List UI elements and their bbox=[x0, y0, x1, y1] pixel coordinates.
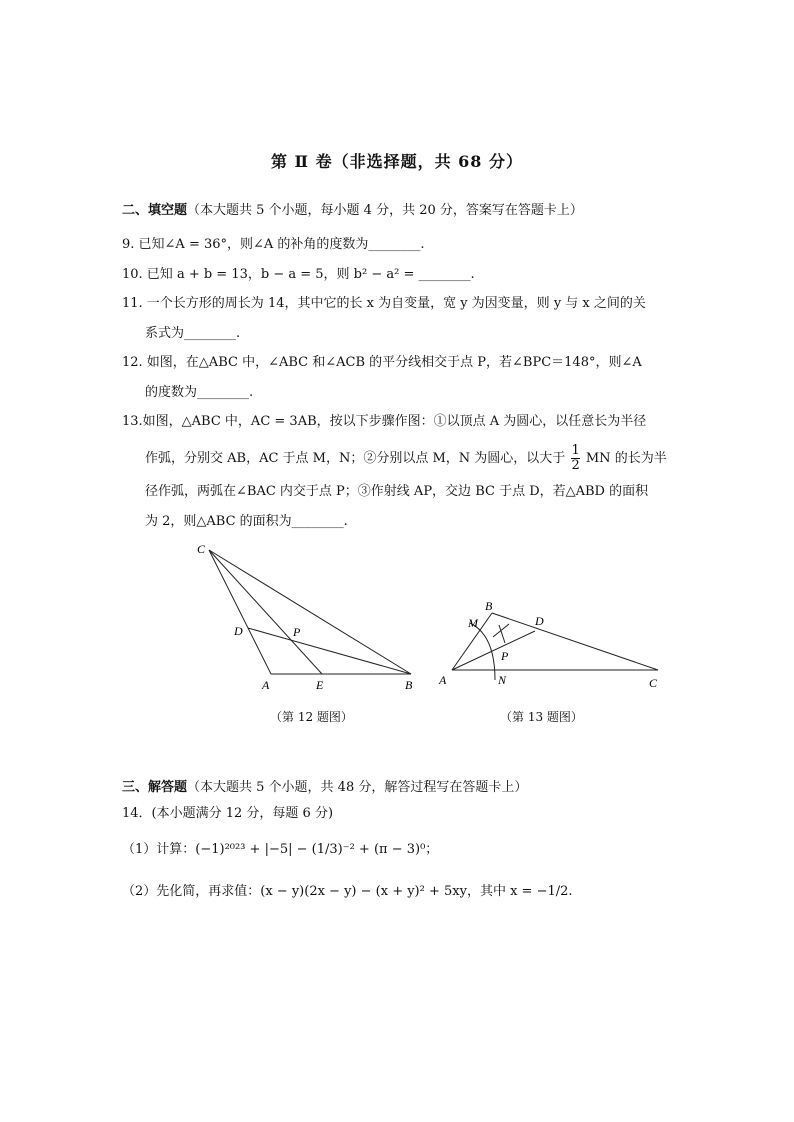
question-10: 10. 已知 a + b = 13，b − a = 5，则 b² − a² = ________. bbox=[122, 267, 475, 282]
fraction-numerator: 1 bbox=[571, 443, 580, 458]
figure-12-caption: （第 12 题图） bbox=[270, 710, 353, 724]
section2-heading: 二、填空题 bbox=[122, 203, 188, 218]
section3-heading: 三、解答题 bbox=[122, 780, 188, 795]
arc-centered-A bbox=[470, 623, 495, 680]
question-14-header: 14．(本小题满分 12 分，每题 6 分) bbox=[122, 806, 334, 821]
question-14-part2: （2）先化简，再求值：(x − y)(2x − y) − (x + y)² + 5xy，其中 x = −1/2. bbox=[122, 884, 573, 899]
question-13-line2 bbox=[145, 444, 667, 473]
bisector-BD bbox=[248, 628, 411, 674]
figure-12-diagram bbox=[190, 535, 430, 695]
question-9: 9. 已知∠A = 36°，则∠A 的补角的度数为________. bbox=[122, 237, 425, 252]
section-title: 第 Ⅱ 卷（非选择题，共 68 分） bbox=[270, 152, 524, 171]
section2-note: （本大题共 5 个小题，每小题 4 分，共 20 分，答案写在答题卡上） bbox=[187, 203, 583, 218]
question-13-line2-end: MN 的长为半 bbox=[585, 451, 667, 466]
label-A: A bbox=[439, 673, 447, 687]
fraction-denominator: 2 bbox=[571, 458, 580, 473]
question-13-line4: 为 2，则△ABC 的面积为________. bbox=[145, 514, 348, 529]
section3-note: （本大题共 5 个小题，共 48 分，解答过程写在答题卡上） bbox=[187, 780, 528, 795]
section3-heading-line bbox=[122, 776, 527, 795]
label-P: P bbox=[293, 625, 301, 639]
question-12-line1: 12. 如图，在△ABC 中，∠ABC 和∠ACB 的平分线相交于点 P，若∠BPC＝148°，则∠A bbox=[122, 355, 642, 370]
label-D: D bbox=[535, 614, 544, 628]
label-B: B bbox=[405, 678, 413, 692]
label-C: C bbox=[649, 676, 658, 690]
bisector-CE bbox=[209, 550, 322, 674]
question-13-line2-start: 作弧，分别交 AB，AC 于点 M，N；②分别以点 M，N 为圆心，以大于 bbox=[145, 451, 566, 466]
question-13-line3: 径作弧，两弧在∠BAC 内交于点 P；③作射线 AP，交边 BC 于点 D，若△ABD 的面积 bbox=[145, 484, 649, 499]
label-A: A bbox=[262, 678, 270, 692]
figure-13-caption: （第 13 题图） bbox=[500, 710, 583, 724]
fraction-one-half bbox=[571, 444, 579, 473]
label-M: M bbox=[468, 616, 478, 630]
label-N: N bbox=[498, 673, 507, 687]
question-11-line1: 11. 一个长方形的周长为 14，其中它的长 x 为自变量，宽 y 为因变量，则 y 与 x 之间的关 bbox=[122, 296, 646, 311]
question-11-line2: 系式为________. bbox=[145, 326, 241, 341]
label-D: D bbox=[234, 624, 243, 638]
label-P: P bbox=[501, 649, 509, 663]
section2-heading-line bbox=[122, 199, 583, 218]
label-B: B bbox=[485, 599, 493, 613]
label-E: E bbox=[316, 678, 324, 692]
question-13-line1: 13.如图，△ABC 中，AC = 3AB，按以下步骤作图：①以顶点 A 为圆心，以任意长为半径 bbox=[122, 414, 647, 429]
question-14-part1: （1）计算：(−1)²⁰²³ + |−5| − (1/3)⁻² + (π − 3)⁰； bbox=[122, 842, 439, 857]
figure-13-diagram bbox=[435, 595, 675, 695]
side-CB bbox=[209, 550, 411, 674]
side-BC bbox=[492, 613, 658, 670]
label-C: C bbox=[197, 542, 206, 556]
question-12-line2: 的度数为________. bbox=[145, 385, 254, 400]
